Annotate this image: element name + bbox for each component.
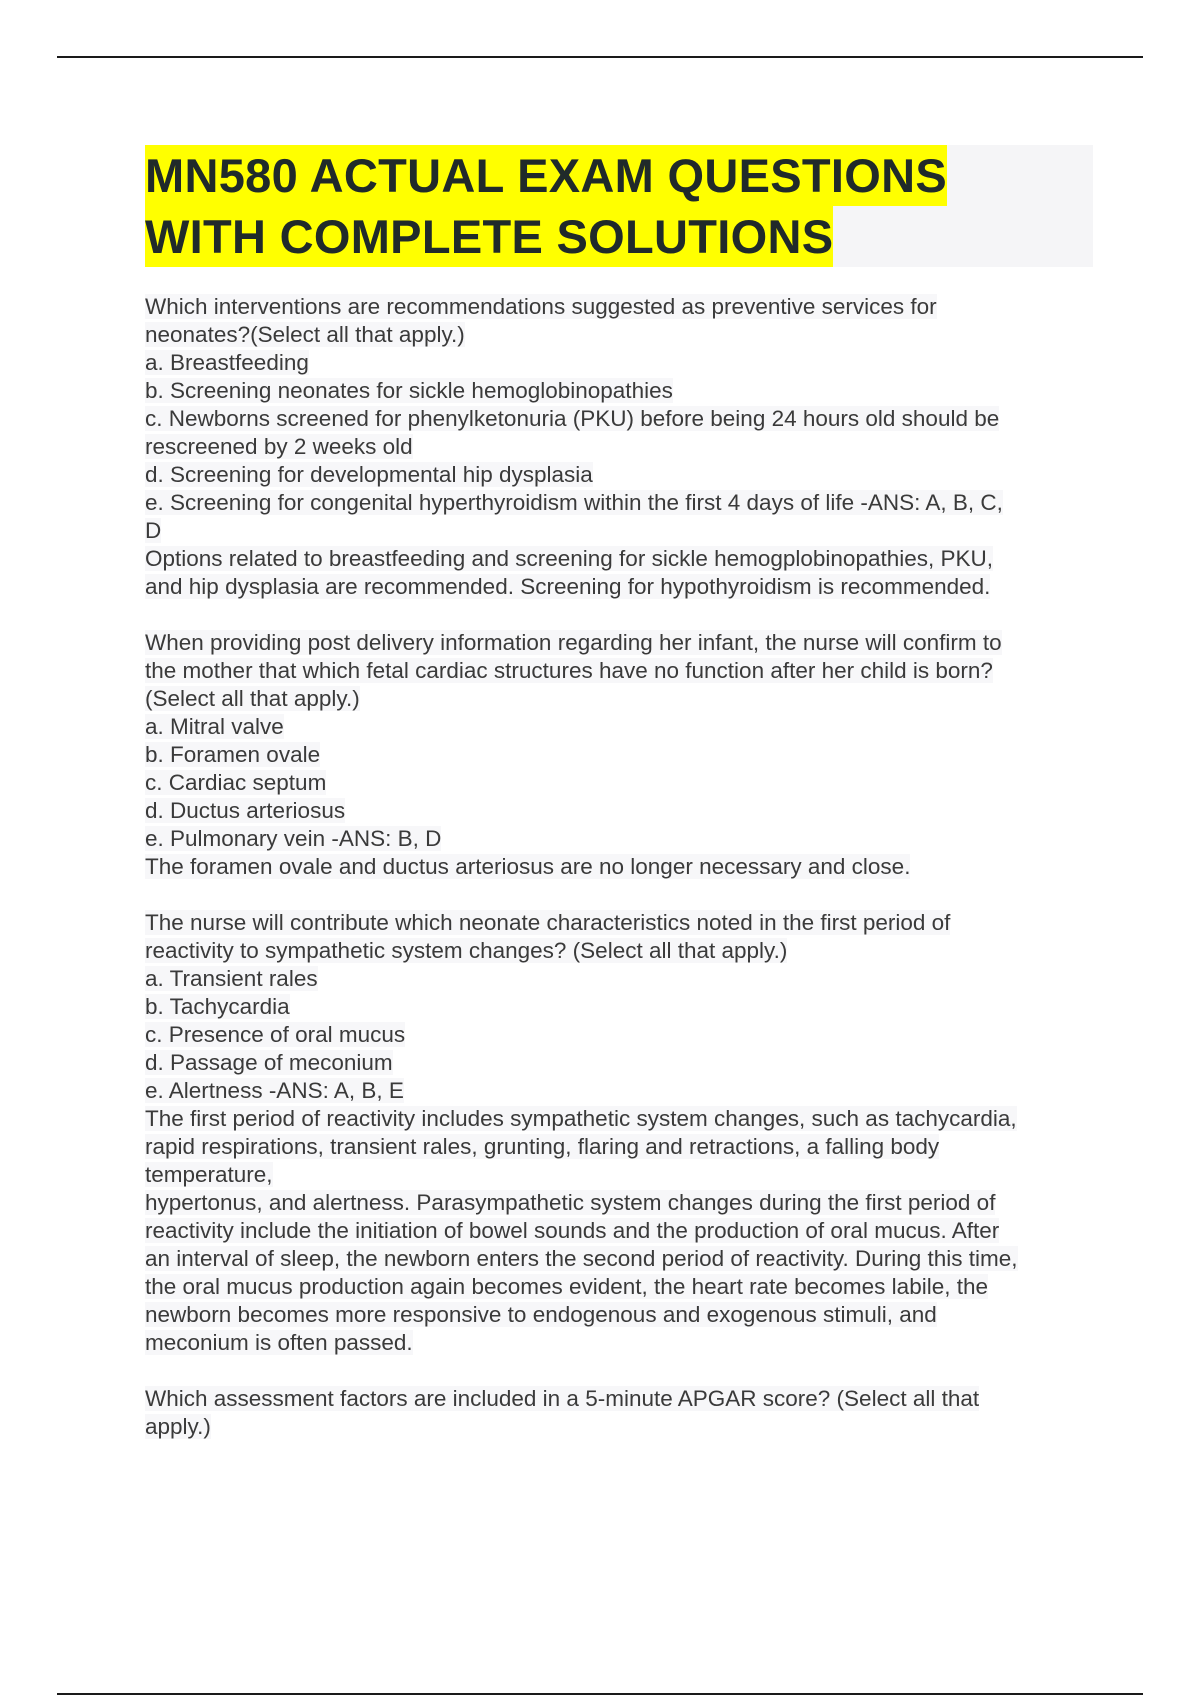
question-text-line: b. Tachycardia [145, 994, 290, 1019]
question-text-line: an interval of sleep, the newborn enters the second period of reactivity. During this time, [145, 1246, 1018, 1271]
question-text-line: hypertonus, and alertness. Parasympathetic system changes during the first period of [145, 1190, 996, 1215]
question-text-line: the oral mucus production again becomes evident, the heart rate becomes labile, the [145, 1274, 989, 1299]
question-block [145, 629, 1105, 881]
question-text-line: meconium is often passed. [145, 1330, 413, 1355]
question-text-line: When providing post delivery information regarding her infant, the nurse will confirm to [145, 630, 1002, 655]
question-list [145, 293, 1105, 1469]
question-text-line: e. Pulmonary vein -ANS: B, D [145, 826, 442, 851]
question-text-line: The first period of reactivity includes sympathetic system changes, such as tachycardia, [145, 1106, 1017, 1131]
question-text-line: c. Cardiac septum [145, 770, 327, 795]
question-text-line: neonates?(Select all that apply.) [145, 322, 465, 347]
question-text-line: D [145, 518, 162, 543]
question-text-line: rescreened by 2 weeks old [145, 434, 413, 459]
question-text-line: e. Alertness -ANS: A, B, E [145, 1078, 404, 1103]
question-text-line: Which assessment factors are included in a 5-minute APGAR score? (Select all that [145, 1386, 980, 1411]
title-line: MN580 ACTUAL EXAM QUESTIONS [145, 145, 1093, 206]
question-text-line: reactivity to sympathetic system changes? (Select all that apply.) [145, 938, 788, 963]
question-text-line: c. Presence of oral mucus [145, 1022, 406, 1047]
question-block [145, 1385, 1105, 1441]
question-text-line: and hip dysplasia are recommended. Screening for hypothyroidism is recommended. [145, 574, 991, 599]
question-text-line: d. Ductus arteriosus [145, 798, 346, 823]
question-text-line: apply.) [145, 1414, 211, 1439]
title-line: WITH COMPLETE SOLUTIONS [145, 206, 1093, 267]
question-text-line: a. Breastfeeding [145, 350, 309, 375]
question-text-line: d. Passage of meconium [145, 1050, 393, 1075]
question-text-line: c. Newborns screened for phenylketonuria (PKU) before being 24 hours old should be [145, 406, 1000, 431]
question-block [145, 293, 1105, 601]
question-text-line: newborn becomes more responsive to endogenous and exogenous stimuli, and [145, 1302, 937, 1327]
question-text-line: The foramen ovale and ductus arteriosus are no longer necessary and close. [145, 854, 911, 879]
question-text-line: reactivity include the initiation of bowel sounds and the production of oral mucus. After [145, 1218, 1000, 1243]
question-text-line: Which interventions are recommendations suggested as preventive services for [145, 294, 937, 319]
footer-rule [57, 1693, 1143, 1695]
header-rule [57, 56, 1143, 58]
question-text-line: a. Transient rales [145, 966, 318, 991]
question-text-line: the mother that which fetal cardiac structures have no function after her child is born? [145, 658, 993, 683]
question-text-line: b. Foramen ovale [145, 742, 321, 767]
question-text-line: b. Screening neonates for sickle hemoglobinopathies [145, 378, 673, 403]
question-text-line: (Select all that apply.) [145, 686, 360, 711]
question-text-line: d. Screening for developmental hip dysplasia [145, 462, 593, 487]
question-text-line: e. Screening for congenital hyperthyroidism within the first 4 days of life -ANS: A, B, C, [145, 490, 1003, 515]
question-block [145, 909, 1105, 1357]
question-text-line: The nurse will contribute which neonate characteristics noted in the first period of [145, 910, 951, 935]
question-text-line: rapid respirations, transient rales, grunting, flaring and retractions, a falling body [145, 1134, 940, 1159]
document-title [145, 145, 1093, 267]
question-text-line: a. Mitral valve [145, 714, 284, 739]
question-text-line: Options related to breastfeeding and screening for sickle hemogplobinopathies, PKU, [145, 546, 994, 571]
question-text-line: temperature, [145, 1162, 273, 1187]
